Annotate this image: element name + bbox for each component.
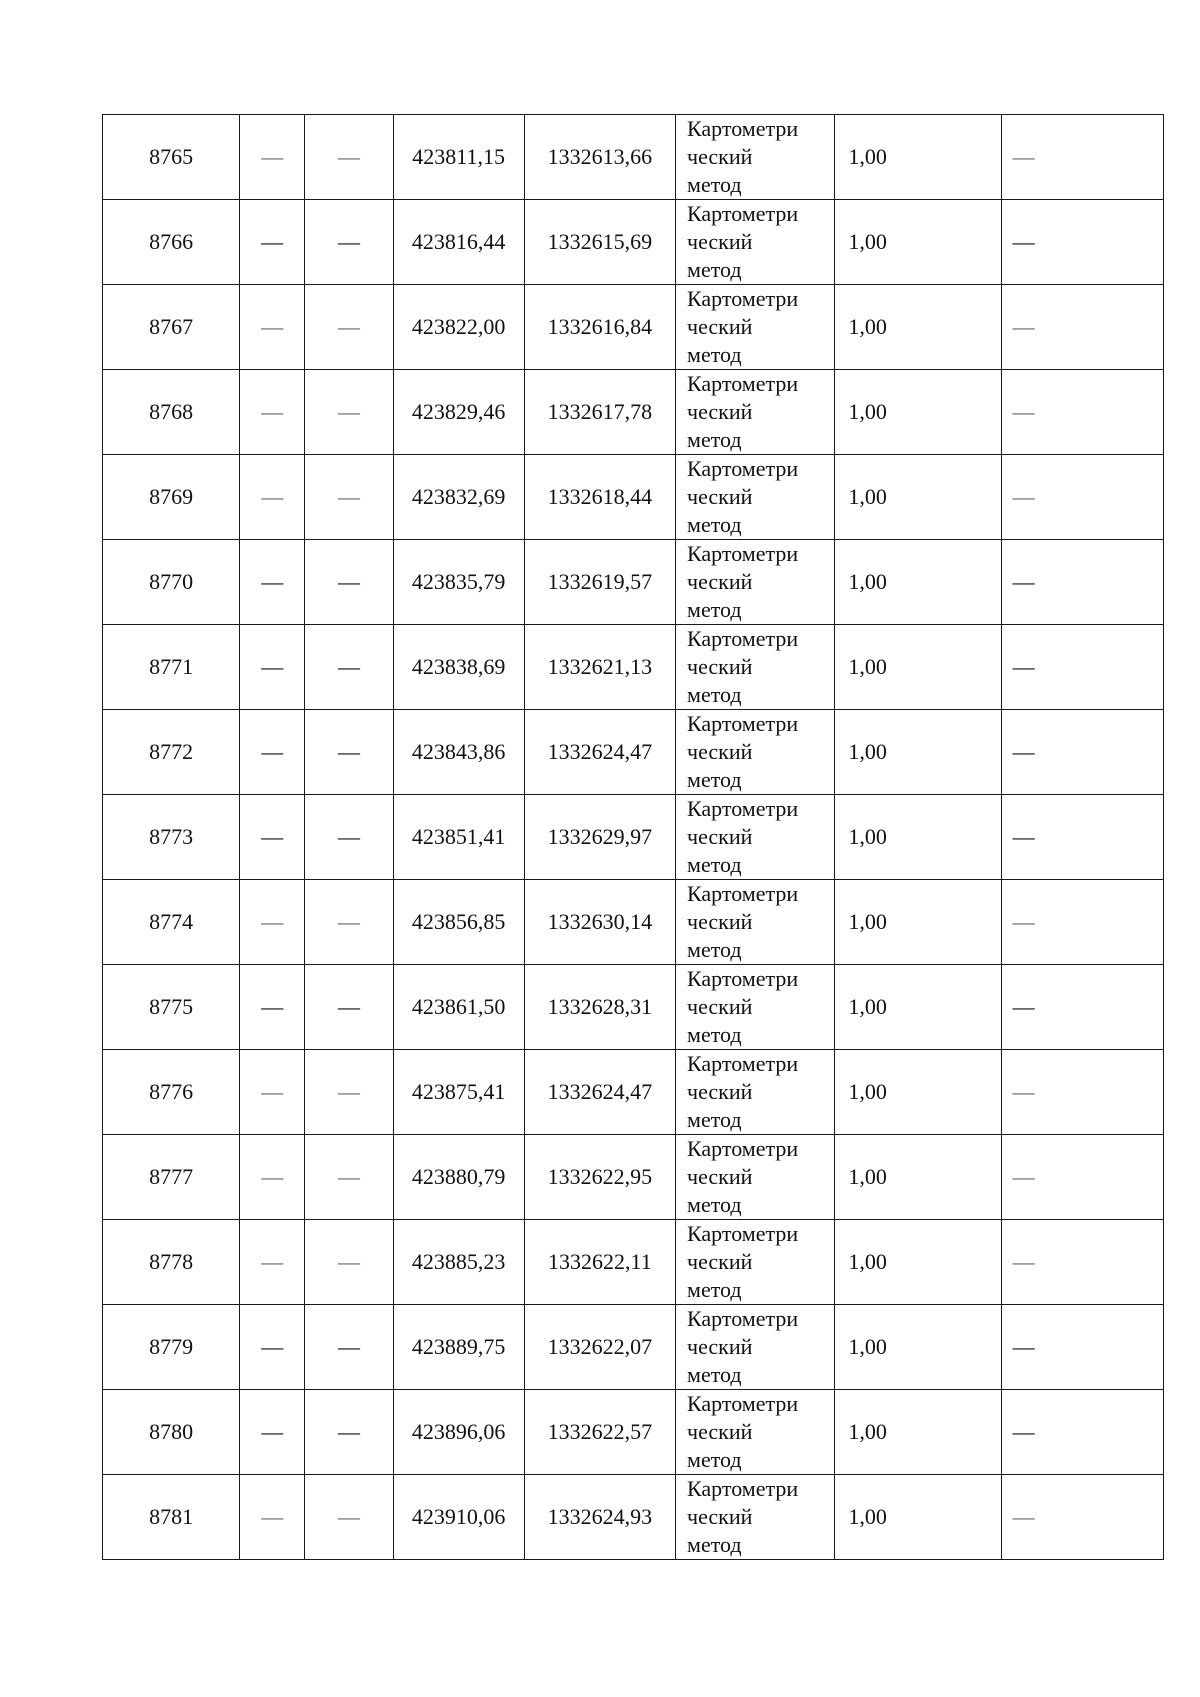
method-text: Картометри ческий метод [687,711,799,792]
coordinate-y-cell: 1332615,69 [524,200,675,285]
empty-dash-cell [1001,200,1163,285]
dash-mark: — [337,1164,360,1189]
point-number-cell: 8766 [103,200,240,285]
table-row [103,1305,1164,1390]
dash-mark: — [261,994,284,1019]
dash-mark: — [337,1504,360,1529]
accuracy-cell: 1,00 [835,1050,1001,1135]
coordinate-y-cell: 1332624,93 [524,1475,675,1560]
coordinate-x-cell: 423856,85 [393,880,524,965]
dash-mark: — [1012,569,1035,594]
method-cell [676,1305,835,1390]
dash-mark: — [1012,1164,1035,1189]
empty-dash-cell [305,710,393,795]
coordinate-y-cell: 1332622,95 [524,1135,675,1220]
empty-dash-cell [1001,1220,1163,1305]
table-row [103,965,1164,1050]
empty-dash-cell [305,540,393,625]
table-row [103,1390,1164,1475]
empty-dash-cell [305,965,393,1050]
empty-dash-cell [240,1050,305,1135]
dash-mark: — [1012,654,1035,679]
empty-dash-cell [305,1390,393,1475]
point-number-cell: 8768 [103,370,240,455]
dash-mark: — [337,484,360,509]
dash-mark: — [337,569,360,594]
point-number-cell: 8773 [103,795,240,880]
dash-mark: — [261,1419,284,1444]
dash-mark: — [337,1419,360,1444]
coordinate-x-cell: 423851,41 [393,795,524,880]
empty-dash-cell [1001,880,1163,965]
dash-mark: — [337,399,360,424]
dash-mark: — [337,229,360,254]
table-row [103,1135,1164,1220]
method-text: Картометри ческий метод [687,1476,799,1557]
method-text: Картометри ческий метод [687,541,799,622]
dash-mark: — [1012,1079,1035,1104]
empty-dash-cell [305,625,393,710]
method-cell [676,1050,835,1135]
table-row [103,115,1164,200]
coordinate-x-cell: 423889,75 [393,1305,524,1390]
method-cell [676,965,835,1050]
dash-mark: — [337,1334,360,1359]
table-row [103,285,1164,370]
accuracy-cell: 1,00 [835,965,1001,1050]
empty-dash-cell [1001,115,1163,200]
dash-mark: — [337,909,360,934]
dash-mark: — [261,824,284,849]
method-text: Картометри ческий метод [687,1306,799,1387]
dash-mark: — [337,1249,360,1274]
point-number-cell: 8769 [103,455,240,540]
table-row [103,625,1164,710]
dash-mark: — [261,1079,284,1104]
method-text: Картометри ческий метод [687,456,799,537]
empty-dash-cell [240,370,305,455]
table-row [103,795,1164,880]
point-number-cell: 8775 [103,965,240,1050]
empty-dash-cell [240,455,305,540]
empty-dash-cell [305,285,393,370]
dash-mark: — [337,824,360,849]
table-row [103,1475,1164,1560]
dash-mark: — [261,654,284,679]
accuracy-cell: 1,00 [835,1220,1001,1305]
table-row [103,370,1164,455]
accuracy-cell: 1,00 [835,455,1001,540]
method-cell [676,1135,835,1220]
empty-dash-cell [305,1050,393,1135]
dash-mark: — [1012,824,1035,849]
accuracy-cell: 1,00 [835,795,1001,880]
table-row [103,710,1164,795]
coordinate-y-cell: 1332618,44 [524,455,675,540]
method-text: Картометри ческий метод [687,881,799,962]
empty-dash-cell [305,200,393,285]
coordinate-y-cell: 1332613,66 [524,115,675,200]
empty-dash-cell [240,1390,305,1475]
empty-dash-cell [1001,710,1163,795]
point-number-cell: 8781 [103,1475,240,1560]
table-row [103,200,1164,285]
dash-mark: — [261,1249,284,1274]
dash-mark: — [1012,229,1035,254]
coordinate-y-cell: 1332630,14 [524,880,675,965]
coordinate-x-cell: 423838,69 [393,625,524,710]
method-text: Картометри ческий метод [687,371,799,452]
method-cell [676,1220,835,1305]
coordinate-x-cell: 423811,15 [393,115,524,200]
empty-dash-cell [1001,1390,1163,1475]
empty-dash-cell [305,115,393,200]
dash-mark: — [261,314,284,339]
point-number-cell: 8776 [103,1050,240,1135]
accuracy-cell: 1,00 [835,540,1001,625]
empty-dash-cell [240,1305,305,1390]
point-number-cell: 8778 [103,1220,240,1305]
dash-mark: — [1012,1504,1035,1529]
method-cell [676,115,835,200]
empty-dash-cell [305,1305,393,1390]
method-cell [676,710,835,795]
empty-dash-cell [240,200,305,285]
dash-mark: — [337,994,360,1019]
coordinate-y-cell: 1332624,47 [524,710,675,795]
empty-dash-cell [240,965,305,1050]
coordinate-y-cell: 1332617,78 [524,370,675,455]
method-text: Картометри ческий метод [687,626,799,707]
method-cell [676,795,835,880]
empty-dash-cell [305,795,393,880]
empty-dash-cell [1001,625,1163,710]
table-row [103,540,1164,625]
accuracy-cell: 1,00 [835,710,1001,795]
empty-dash-cell [240,625,305,710]
accuracy-cell: 1,00 [835,285,1001,370]
method-cell [676,1475,835,1560]
empty-dash-cell [240,1475,305,1560]
dash-mark: — [1012,314,1035,339]
empty-dash-cell [1001,965,1163,1050]
method-text: Картометри ческий метод [687,966,799,1047]
dash-mark: — [261,484,284,509]
empty-dash-cell [240,880,305,965]
empty-dash-cell [305,1475,393,1560]
table-row [103,880,1164,965]
method-text: Картометри ческий метод [687,116,799,197]
empty-dash-cell [305,1220,393,1305]
dash-mark: — [261,399,284,424]
method-text: Картометри ческий метод [687,1051,799,1132]
dash-mark: — [261,909,284,934]
coordinate-y-cell: 1332619,57 [524,540,675,625]
coordinates-table-body [103,115,1164,1560]
point-number-cell: 8774 [103,880,240,965]
accuracy-cell: 1,00 [835,880,1001,965]
coordinate-y-cell: 1332622,57 [524,1390,675,1475]
coordinate-x-cell: 423885,23 [393,1220,524,1305]
empty-dash-cell [1001,1475,1163,1560]
empty-dash-cell [1001,370,1163,455]
empty-dash-cell [1001,540,1163,625]
method-text: Картометри ческий метод [687,201,799,282]
table-row [103,1050,1164,1135]
accuracy-cell: 1,00 [835,1135,1001,1220]
empty-dash-cell [305,370,393,455]
coordinate-y-cell: 1332624,47 [524,1050,675,1135]
coordinate-x-cell: 423843,86 [393,710,524,795]
dash-mark: — [261,1164,284,1189]
empty-dash-cell [240,1135,305,1220]
dash-mark: — [261,229,284,254]
method-cell [676,285,835,370]
dash-mark: — [1012,484,1035,509]
coordinate-y-cell: 1332622,07 [524,1305,675,1390]
coordinate-y-cell: 1332629,97 [524,795,675,880]
method-cell [676,880,835,965]
accuracy-cell: 1,00 [835,200,1001,285]
coordinate-x-cell: 423875,41 [393,1050,524,1135]
method-text: Картометри ческий метод [687,286,799,367]
dash-mark: — [1012,994,1035,1019]
empty-dash-cell [240,710,305,795]
coordinate-y-cell: 1332628,31 [524,965,675,1050]
empty-dash-cell [240,795,305,880]
empty-dash-cell [1001,1135,1163,1220]
coordinate-x-cell: 423861,50 [393,965,524,1050]
empty-dash-cell [1001,1305,1163,1390]
empty-dash-cell [305,880,393,965]
coordinate-y-cell: 1332622,11 [524,1220,675,1305]
method-cell [676,370,835,455]
empty-dash-cell [305,455,393,540]
accuracy-cell: 1,00 [835,1305,1001,1390]
dash-mark: — [1012,1419,1035,1444]
point-number-cell: 8777 [103,1135,240,1220]
coordinate-y-cell: 1332621,13 [524,625,675,710]
dash-mark: — [1012,909,1035,934]
empty-dash-cell [1001,285,1163,370]
dash-mark: — [1012,399,1035,424]
method-cell [676,625,835,710]
coordinate-x-cell: 423816,44 [393,200,524,285]
method-cell [676,455,835,540]
point-number-cell: 8765 [103,115,240,200]
dash-mark: — [261,1504,284,1529]
empty-dash-cell [305,1135,393,1220]
accuracy-cell: 1,00 [835,115,1001,200]
table-row [103,455,1164,540]
empty-dash-cell [240,1220,305,1305]
accuracy-cell: 1,00 [835,370,1001,455]
dash-mark: — [1012,144,1035,169]
dash-mark: — [1012,739,1035,764]
coordinate-x-cell: 423910,06 [393,1475,524,1560]
point-number-cell: 8770 [103,540,240,625]
method-cell [676,1390,835,1475]
coordinate-x-cell: 423832,69 [393,455,524,540]
accuracy-cell: 1,00 [835,1390,1001,1475]
empty-dash-cell [240,115,305,200]
coordinate-x-cell: 423829,46 [393,370,524,455]
method-text: Картометри ческий метод [687,796,799,877]
dash-mark: — [261,739,284,764]
method-text: Картометри ческий метод [687,1391,799,1472]
dash-mark: — [337,654,360,679]
point-number-cell: 8771 [103,625,240,710]
dash-mark: — [337,1079,360,1104]
method-text: Картометри ческий метод [687,1136,799,1217]
dash-mark: — [261,144,284,169]
point-number-cell: 8772 [103,710,240,795]
dash-mark: — [337,314,360,339]
dash-mark: — [1012,1249,1035,1274]
dash-mark: — [261,569,284,594]
dash-mark: — [261,1334,284,1359]
empty-dash-cell [1001,795,1163,880]
coordinates-table [102,114,1164,1560]
dash-mark: — [337,739,360,764]
point-number-cell: 8779 [103,1305,240,1390]
coordinate-y-cell: 1332616,84 [524,285,675,370]
dash-mark: — [1012,1334,1035,1359]
table-row [103,1220,1164,1305]
method-cell [676,540,835,625]
point-number-cell: 8767 [103,285,240,370]
method-cell [676,200,835,285]
empty-dash-cell [240,540,305,625]
method-text: Картометри ческий метод [687,1221,799,1302]
coordinate-x-cell: 423822,00 [393,285,524,370]
coordinate-x-cell: 423835,79 [393,540,524,625]
point-number-cell: 8780 [103,1390,240,1475]
empty-dash-cell [1001,455,1163,540]
empty-dash-cell [1001,1050,1163,1135]
dash-mark: — [337,144,360,169]
accuracy-cell: 1,00 [835,625,1001,710]
coordinate-x-cell: 423896,06 [393,1390,524,1475]
accuracy-cell: 1,00 [835,1475,1001,1560]
coordinate-x-cell: 423880,79 [393,1135,524,1220]
empty-dash-cell [240,285,305,370]
